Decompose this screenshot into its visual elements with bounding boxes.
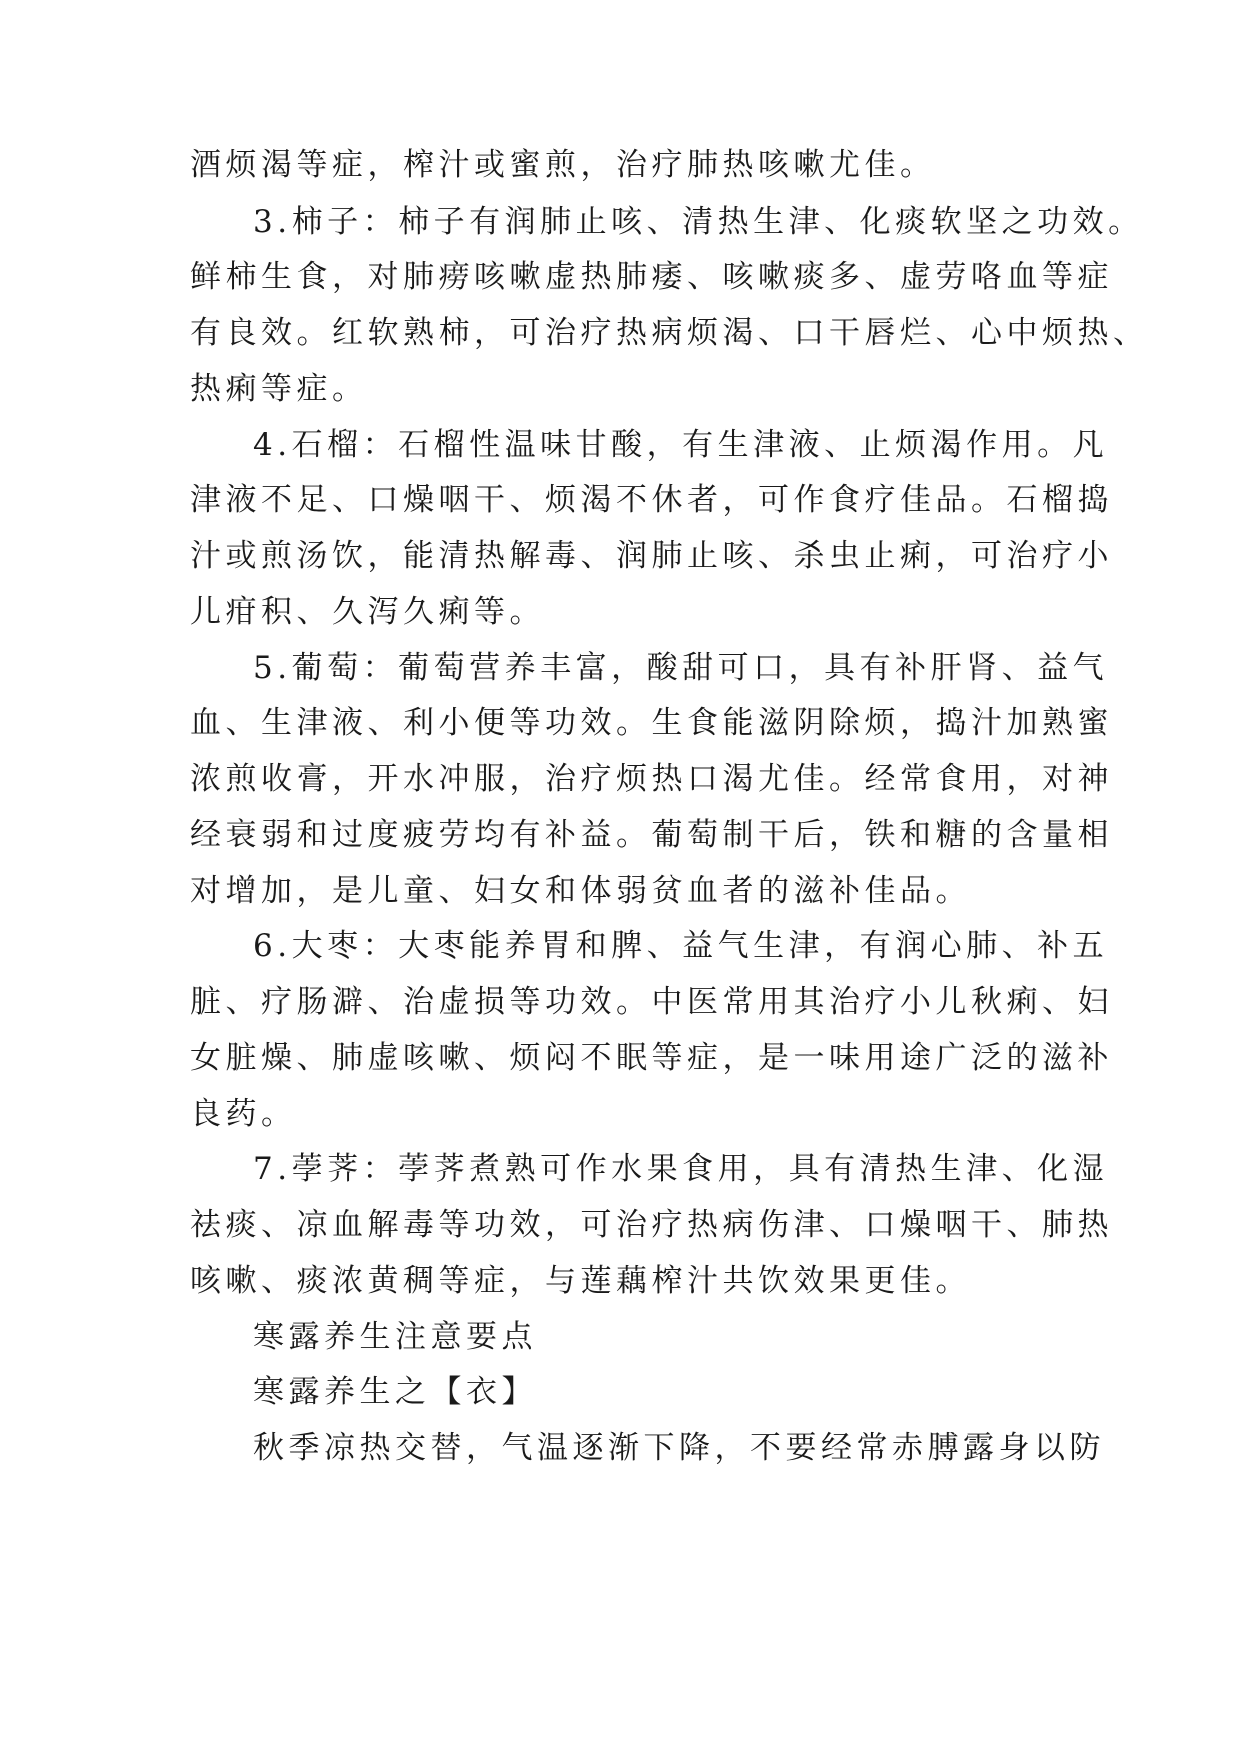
text-line: 秋季凉热交替，气温逐渐下降，不要经常赤膊露身以防 <box>253 1430 1105 1466</box>
text-line: 鲜柿生食，对肺痨咳嗽虚热肺痿、咳嗽痰多、虚劳咯血等症 <box>190 259 1113 295</box>
text-line: 儿疳积、久泻久痢等。 <box>190 594 545 630</box>
item-heading-line: 7.荸荠：荸荠煮熟可作水果食用，具有清热生津、化湿 <box>253 1151 1109 1187</box>
text-line: 酒烦渴等症，榨汁或蜜煎，治疗肺热咳嗽尤佳。 <box>190 147 936 183</box>
text-line: 津液不足、口燥咽干、烦渴不休者，可作食疗佳品。石榴捣 <box>190 482 1113 518</box>
text-line: 热痢等症。 <box>190 371 368 407</box>
item-heading-line: 4.石榴：石榴性温味甘酸，有生津液、止烦渴作用。凡 <box>253 427 1109 463</box>
text-line: 脏、疗肠澼、治虚损等功效。中医常用其治疗小儿秋痢、妇 <box>190 984 1113 1020</box>
text-line: 对增加，是儿童、妇女和体弱贫血者的滋补佳品。 <box>190 873 971 909</box>
text-line: 祛痰、凉血解毒等功效，可治疗热病伤津、口燥咽干、肺热 <box>190 1207 1113 1243</box>
item-heading-line: 5.葡萄：葡萄营养丰富，酸甜可口，具有补肝肾、益气 <box>253 650 1109 686</box>
text-line: 咳嗽、痰浓黄稠等症，与莲藕榨汁共饮效果更佳。 <box>190 1263 971 1299</box>
text-line: 女脏燥、肺虚咳嗽、烦闷不眠等症，是一味用途广泛的滋补 <box>190 1040 1113 1076</box>
text-line: 良药。 <box>190 1096 297 1132</box>
text-line: 血、生津液、利小便等功效。生食能滋阴除烦，捣汁加熟蜜 <box>190 705 1113 741</box>
text-line: 有良效。红软熟柿，可治疗热病烦渴、口干唇烂、心中烦热、 <box>190 315 1149 351</box>
text-line: 经衰弱和过度疲劳均有补益。葡萄制干后，铁和糖的含量相 <box>190 817 1113 853</box>
section-heading: 寒露养生注意要点 <box>253 1319 537 1355</box>
item-heading-line: 3.柿子：柿子有润肺止咳、清热生津、化痰软坚之功效。 <box>253 204 1144 240</box>
text-line: 汁或煎汤饮，能清热解毒、润肺止咳、杀虫止痢，可治疗小 <box>190 538 1113 574</box>
subsection-heading: 寒露养生之【衣】 <box>253 1374 537 1410</box>
item-heading-line: 6.大枣：大枣能养胃和脾、益气生津，有润心肺、补五 <box>253 928 1109 964</box>
text-line: 浓煎收膏，开水冲服，治疗烦热口渴尤佳。经常食用，对神 <box>190 761 1113 797</box>
